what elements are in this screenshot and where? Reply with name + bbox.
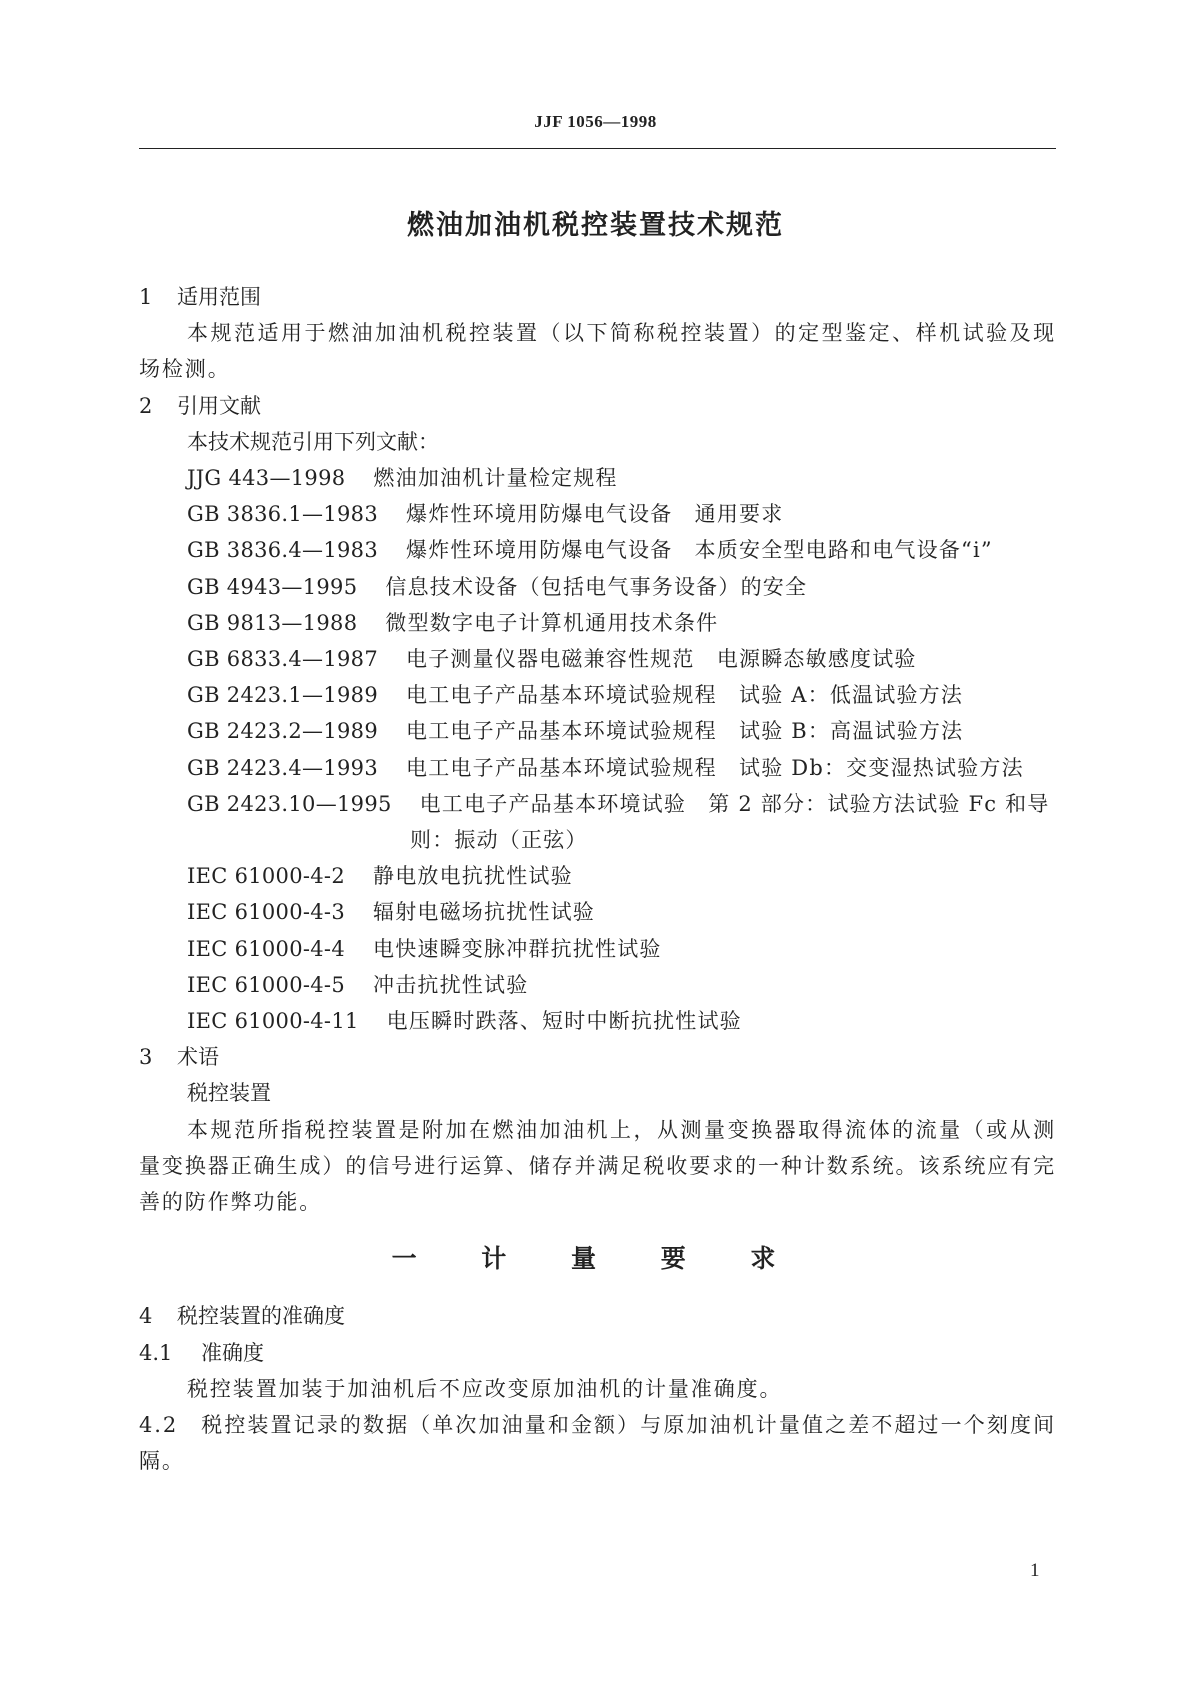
reference-name: 电子测量仪器电磁兼容性规范 电源瞬态敏感度试验 — [406, 647, 917, 672]
reference-item — [139, 713, 1056, 749]
section-4-2-body — [139, 1407, 1056, 1479]
reference-code: GB 2423.1—1989 — [187, 683, 379, 708]
reference-item — [139, 967, 1056, 1003]
reference-code: IEC 61000-4-2 — [187, 864, 345, 889]
term-definition: 本规范所指税控装置是附加在燃油加油机上，从测量变换器取得流体的流量（或从测量变换器正确生成）的信号进行运算、储存并满足税收要求的一种计数系统。该系统应有完善的防作弊功能。 — [139, 1117, 1056, 1215]
reference-name: 微型数字电子计算机通用技术条件 — [385, 610, 719, 635]
reference-name-continuation: 则：振动（正弦） — [410, 828, 588, 853]
reference-code: JJG 443—1998 — [187, 466, 346, 491]
reference-item — [139, 894, 1056, 930]
section-number: 3 — [139, 1045, 153, 1070]
reference-name: 冲击抗扰性试验 — [373, 972, 529, 997]
reference-item — [139, 496, 1056, 532]
section-number: 1 — [139, 285, 153, 309]
reference-item — [139, 460, 1056, 496]
reference-code: GB 2423.2—1989 — [187, 719, 379, 744]
reference-name: 电快速瞬变脉冲群抗扰性试验 — [373, 936, 662, 961]
reference-code: IEC 61000-4-3 — [187, 900, 345, 925]
reference-item — [139, 931, 1056, 967]
section-number: 4 — [139, 1304, 153, 1329]
section-title: 术语 — [177, 1045, 219, 1070]
reference-item — [139, 1003, 1056, 1039]
reference-name: 燃油加油机计量检定规程 — [373, 466, 618, 491]
reference-code: GB 4943—1995 — [187, 574, 358, 599]
reference-code: GB 2423.4—1993 — [187, 755, 379, 780]
reference-code: GB 3836.1—1983 — [187, 502, 379, 527]
reference-code: IEC 61000-4-4 — [187, 936, 345, 961]
section-title: 引用文献 — [177, 393, 261, 418]
reference-item — [139, 532, 1056, 568]
section-1-heading — [139, 279, 1056, 315]
term-name: 税控装置 — [187, 1081, 271, 1106]
reference-item — [139, 858, 1056, 894]
reference-item — [139, 569, 1056, 605]
reference-name: 信息技术设备（包括电气事务设备）的安全 — [385, 574, 808, 599]
section-number: 4.1 — [139, 1340, 173, 1365]
document-code-header: JJF 1056—1998 — [534, 112, 657, 131]
reference-item — [139, 750, 1056, 786]
section-4-heading — [139, 1298, 1056, 1334]
reference-item — [139, 786, 1056, 858]
reference-name: 辐射电磁场抗扰性试验 — [373, 900, 595, 925]
document-body — [139, 279, 1056, 1480]
reference-item — [139, 641, 1056, 677]
section-4-1-body: 税控装置加装于加油机后不应改变原加油机的计量准确度。 — [187, 1376, 783, 1401]
reference-name: 静电放电抗扰性试验 — [373, 864, 573, 889]
reference-code: GB 3836.4—1983 — [187, 538, 379, 563]
reference-name: 爆炸性环境用防爆电气设备 通用要求 — [406, 502, 784, 527]
section-text: 税控装置记录的数据（单次加油量和金额）与原加油机计量值之差不超过一个刻度间隔。 — [139, 1413, 1056, 1474]
reference-name: 电工电子产品基本环境试验 第 2 部分：试验方法试验 Fc 和导 — [419, 791, 1050, 816]
reference-name: 电工电子产品基本环境试验规程 试验 Db：交变湿热试验方法 — [406, 755, 1024, 780]
chapter-heading: 一 计 量 要 求 — [391, 1244, 804, 1274]
section-number: 4.2 — [139, 1413, 179, 1438]
document-title: 燃油加油机税控装置技术规范 — [407, 210, 784, 241]
reference-code: GB 6833.4—1987 — [187, 647, 379, 672]
reference-name: 爆炸性环境用防爆电气设备 本质安全型电路和电气设备“i” — [406, 538, 993, 563]
header-divider — [139, 148, 1056, 149]
section-2-heading — [139, 388, 1056, 424]
reference-code: IEC 61000-4-11 — [187, 1009, 359, 1034]
section-4-1-heading — [139, 1335, 1056, 1371]
section-title: 适用范围 — [177, 285, 261, 309]
section-title: 准确度 — [201, 1340, 264, 1365]
reference-item — [139, 605, 1056, 641]
references-intro: 本技术规范引用下列文献： — [187, 429, 439, 454]
reference-name: 电工电子产品基本环境试验规程 试验 A：低温试验方法 — [406, 683, 964, 708]
reference-code: IEC 61000-4-5 — [187, 972, 345, 997]
section-1-body: 本规范适用于燃油加油机税控装置（以下简称税控装置）的定型鉴定、样机试验及现场检测。 — [139, 321, 1056, 382]
reference-name: 电工电子产品基本环境试验规程 试验 B：高温试验方法 — [406, 719, 964, 744]
reference-item — [139, 677, 1056, 713]
page-number: 1 — [1030, 1560, 1040, 1581]
section-title: 税控装置的准确度 — [177, 1304, 345, 1329]
section-number: 2 — [139, 393, 153, 418]
reference-code: GB 9813—1988 — [187, 610, 358, 635]
reference-code: GB 2423.10—1995 — [187, 791, 392, 816]
section-3-heading — [139, 1039, 1056, 1075]
reference-name: 电压瞬时跌落、短时中断抗扰性试验 — [386, 1009, 742, 1034]
